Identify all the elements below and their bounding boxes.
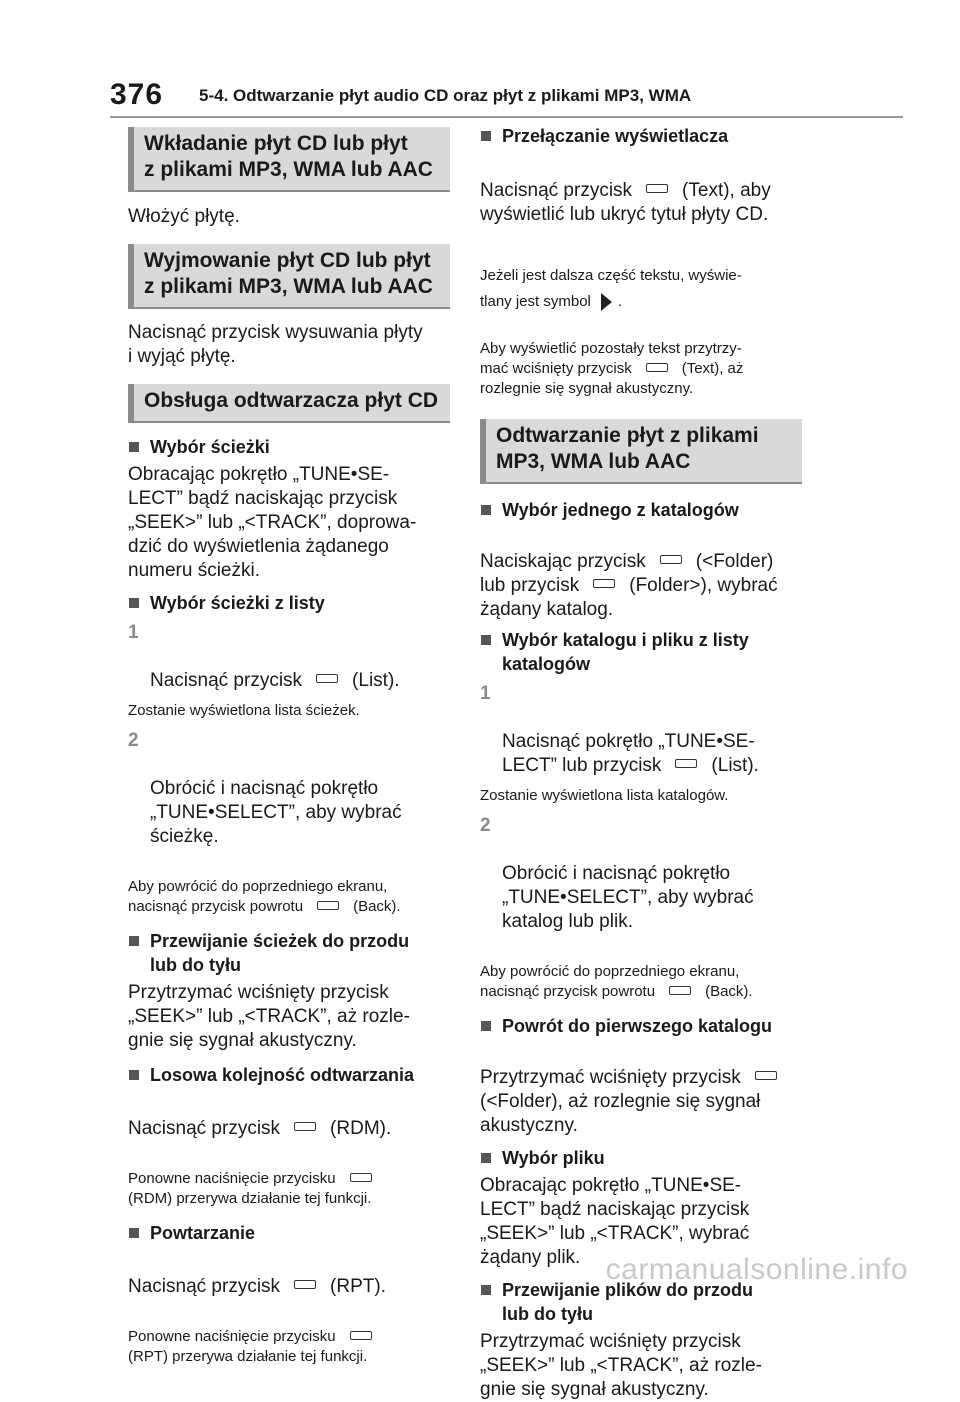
right-column xyxy=(480,118,802,1402)
insert-disc-text: Włożyć płytę. xyxy=(128,206,240,227)
subheading-file-select: Wybór pliku xyxy=(480,1146,802,1170)
subheading-folder-list: Wybór katalogu i pliku z listy katalogów xyxy=(480,628,802,676)
file-fast-forward-text: Przytrzymać wciśnięty przycisk „SEEK>” lub „<TRACK”, aż rozle- gnie się sygnał akustyczny. xyxy=(480,1331,762,1400)
page-number: 376 xyxy=(110,78,164,111)
file-select-text: Obracając pokrętło „TUNE•SE- LECT” bądź naciskając przycisk „SEEK>” lub „<TRACK”, wybrać żądany plik. xyxy=(480,1175,750,1268)
random-note: Ponowne naciśnięcie przycisku (RDM) przerywa działanie tej funkcji. xyxy=(128,1170,372,1207)
track-select-text: Obracając pokrętło „TUNE•SE- LECT” bądź naciskając przycisk „SEEK>” lub „<TRACK”, doprowa- dzić do wyświetlenia żądanego numeru ścieżki. xyxy=(128,464,417,581)
folder-select-text: Naciskając przycisk (<Folder) lub przycisk (Folder>), wybrać żądany katalog. xyxy=(480,551,778,620)
step-1-list: 1 Nacisnąć przycisk (List). xyxy=(128,622,400,691)
eject-disc-text: Nacisnąć przycisk wysuwania płyty i wyjąć płytę. xyxy=(128,322,423,367)
list-button-icon xyxy=(316,674,338,683)
watermark: carmanualsonline.info xyxy=(605,1253,908,1286)
text-button-icon xyxy=(646,184,668,193)
subheading-fast-forward: Przewijanie ścieżek do przodu lub do tyłu xyxy=(128,929,450,977)
rpt-button-icon xyxy=(294,1280,316,1289)
subheading-track-from-list: Wybór ścieżki z listy xyxy=(128,591,450,615)
subheading-file-fast-forward: Przewijanie plików do przodu lub do tyłu xyxy=(480,1278,802,1326)
subheading-random: Losowa kolejność odtwarzania xyxy=(128,1063,450,1087)
back-button-icon xyxy=(669,986,691,995)
heading-eject-disc: Wyjmowanie płyt CD lub płyt z plikami MP3, WMA lub AAC xyxy=(128,244,450,309)
subheading-repeat: Powtarzanie xyxy=(128,1221,450,1245)
page-header xyxy=(110,70,903,118)
step-number: 2 xyxy=(128,730,139,751)
rpt-button-icon xyxy=(350,1331,372,1340)
first-folder-text: Przytrzymać wciśnięty przycisk (<Folder), aż rozlegnie się sygnał akustyczny. xyxy=(480,1042,802,1138)
step-2-select-track: 2 Obrócić i nacisnąć pokrętło „TUNE•SELECT”, aby wybrać ścieżkę. xyxy=(128,730,402,847)
step-2-select-folder: 2 Obrócić i nacisnąć pokrętło „TUNE•SELECT”, aby wybrać katalog lub plik. xyxy=(480,815,754,932)
random-text: Nacisnąć przycisk (RDM). xyxy=(128,1118,392,1139)
heading-insert-disc: Wkładanie płyt CD lub płyt z plikami MP3, WMA lub AAC xyxy=(128,127,450,192)
folder-list-note: Zostanie wyświetlona lista katalogów. xyxy=(480,787,729,804)
heading-cd-player-operation: Obsługa odtwarzacza płyt CD xyxy=(128,384,450,423)
step-number: 1 xyxy=(480,683,491,704)
subheading-first-folder: Powrót do pierwszego katalogu xyxy=(480,1014,802,1038)
text-button-icon xyxy=(646,363,668,372)
repeat-text: Nacisnąć przycisk (RPT). xyxy=(128,1276,386,1297)
folder-prev-button-icon xyxy=(755,1071,777,1080)
heading-mp3-playback: Odtwarzanie płyt z plikami MP3, WMA lub AAC xyxy=(480,419,802,484)
subheading-folder-select: Wybór jednego z katalogów xyxy=(480,498,802,522)
folder-prev-button-icon xyxy=(660,555,682,564)
rdm-button-icon xyxy=(350,1173,372,1182)
fast-forward-text: Przytrzymać wciśnięty przycisk „SEEK>” lub „<TRACK”, aż rozle- gnie się sygnał akustyczny. xyxy=(128,982,410,1051)
rdm-button-icon xyxy=(294,1122,316,1131)
subheading-track-select: Wybór ścieżki xyxy=(128,435,450,459)
folder-next-button-icon xyxy=(593,579,615,588)
list-button-icon xyxy=(675,759,697,768)
left-column xyxy=(128,118,450,1367)
arrow-right-icon xyxy=(601,293,612,311)
section-title: 5-4. Odtwarzanie płyt audio CD oraz płyt z plikami MP3, WMA xyxy=(199,86,692,105)
back-button-icon xyxy=(317,901,339,910)
step-number: 2 xyxy=(480,815,491,836)
track-list-note: Zostanie wyświetlona lista ścieżek. xyxy=(128,702,360,719)
more-text-note: Jeżeli jest dalsza część tekstu, wyświe- tlany jest symbol . xyxy=(480,267,742,310)
display-switch-text: Nacisnąć przycisk (Text), aby wyświetlić lub ukryć tytuł płyty CD. xyxy=(480,180,771,225)
step-1-folder-list: 1 Nacisnąć pokrętło „TUNE•SE- LECT” lub przycisk (List). xyxy=(480,683,759,776)
subheading-display-switch: Przełączanie wyświetlacza xyxy=(480,124,802,148)
back-note: Aby powrócić do poprzedniego ekranu, nacisnąć przycisk powrotu (Back). xyxy=(128,878,401,915)
repeat-note: Ponowne naciśnięcie przycisku (RPT) przerywa działanie tej funkcji. xyxy=(128,1307,450,1367)
step-number: 1 xyxy=(128,622,139,643)
back-note: Aby powrócić do poprzedniego ekranu, nacisnąć przycisk powrotu (Back). xyxy=(480,963,753,1000)
show-rest-note: Aby wyświetlić pozostały tekst przytrzy- mać wciśnięty przycisk (Text), aż rozlegnie się sygnał akustyczny. xyxy=(480,340,744,397)
